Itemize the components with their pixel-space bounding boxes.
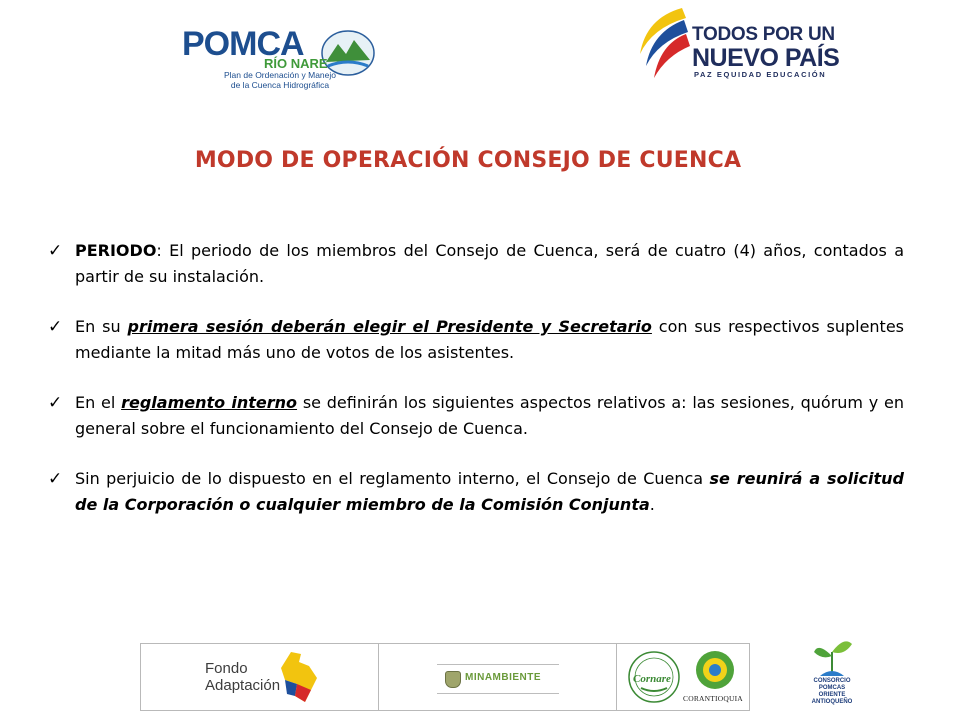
gov-logo-line-2: NUEVO PAÍS bbox=[692, 44, 840, 72]
regional-corporations-logos bbox=[617, 644, 749, 710]
bullet-reglamento bbox=[48, 390, 904, 442]
slide-title: MODO DE OPERACIÓN CONSEJO DE CUENCA bbox=[194, 148, 742, 173]
bullet-periodo-label: PERIODO bbox=[75, 241, 157, 260]
gov-logo bbox=[632, 4, 842, 86]
bullet-2-emphasis: primera sesión deberán elegir el Presidente y Secretario bbox=[127, 317, 652, 336]
consorcio-plant-icon bbox=[800, 632, 864, 678]
check-icon: ✓ bbox=[48, 393, 63, 413]
bullet-3-text-b: se definirán los siguientes aspectos relativos a: las sesiones, quórum y en general sobre el funcionamiento del Consejo de Cuenca. bbox=[75, 393, 905, 438]
minambiente-logo bbox=[379, 644, 617, 710]
bullet-list bbox=[48, 238, 904, 542]
minambiente-badge bbox=[437, 664, 559, 694]
consorcio-text bbox=[800, 678, 864, 706]
fondo-adaptacion-logo bbox=[141, 644, 379, 710]
minambiente-text: MINAMBIENTE bbox=[465, 672, 542, 683]
check-icon: ✓ bbox=[48, 241, 63, 261]
consorcio-logo bbox=[800, 632, 864, 716]
fondo-line-1: Fondo bbox=[205, 660, 248, 677]
bullet-4-emphasis: se reunirá a solicitud de la Corporación o cualquier miembro de la Comisión Conjunta bbox=[75, 469, 905, 514]
bullet-4-text-a: Sin perjuicio de lo dispuesto en el reglamento interno, el Consejo de Cuenca bbox=[75, 469, 710, 488]
fondo-line-2: Adaptación bbox=[205, 677, 281, 694]
cornare-text: Cornare bbox=[633, 673, 671, 685]
bullet-primera-sesion bbox=[48, 314, 904, 366]
corantioquia-text: CORANTIOQUIA bbox=[683, 694, 743, 703]
gov-swoosh-icon bbox=[632, 4, 692, 84]
check-icon: ✓ bbox=[48, 469, 63, 489]
bullet-4-text-b: . bbox=[649, 495, 655, 514]
pomca-logo-tagline-2: de la Cuenca Hidrográfica bbox=[230, 80, 330, 90]
consorcio-line-1: CONSORCIO POMCAS bbox=[813, 678, 851, 691]
consorcio-line-2: ORIENTE ANTIOQUEÑO bbox=[811, 692, 853, 705]
colombia-map-icon bbox=[277, 650, 321, 706]
bullet-2-text-b: con sus respectivos suplentes mediante la mitad más uno de votos de los asistentes. bbox=[75, 317, 905, 362]
pomca-logo-river: RÍO NARE bbox=[264, 56, 328, 71]
fondo-adaptacion-text bbox=[205, 660, 280, 694]
bullet-3-emphasis: reglamento interno bbox=[121, 393, 298, 412]
corantioquia-seal-icon bbox=[687, 648, 743, 694]
gov-logo-line-3: PAZ EQUIDAD EDUCACIÓN bbox=[694, 70, 827, 79]
pomca-logo-tagline bbox=[200, 70, 360, 90]
bullet-periodo bbox=[48, 238, 904, 290]
pomca-logo-word: POMCA bbox=[182, 25, 304, 63]
bullet-reunion bbox=[48, 466, 904, 518]
pomca-logo-tagline-1: Plan de Ordenación y Manejo bbox=[224, 70, 336, 80]
pomca-logo bbox=[182, 26, 378, 92]
gov-logo-line-1: TODOS POR UN bbox=[692, 24, 835, 45]
footer-logos bbox=[140, 643, 750, 711]
check-icon: ✓ bbox=[48, 317, 63, 337]
bullet-periodo-text: : El periodo de los miembros del Consejo de Cuenca, será de cuatro (4) años, contados a partir de su instalación. bbox=[75, 241, 904, 286]
bullet-2-text-a: En su bbox=[75, 317, 128, 336]
minambiente-shield-icon bbox=[445, 671, 461, 688]
bullet-3-text-a: En el bbox=[75, 393, 122, 412]
